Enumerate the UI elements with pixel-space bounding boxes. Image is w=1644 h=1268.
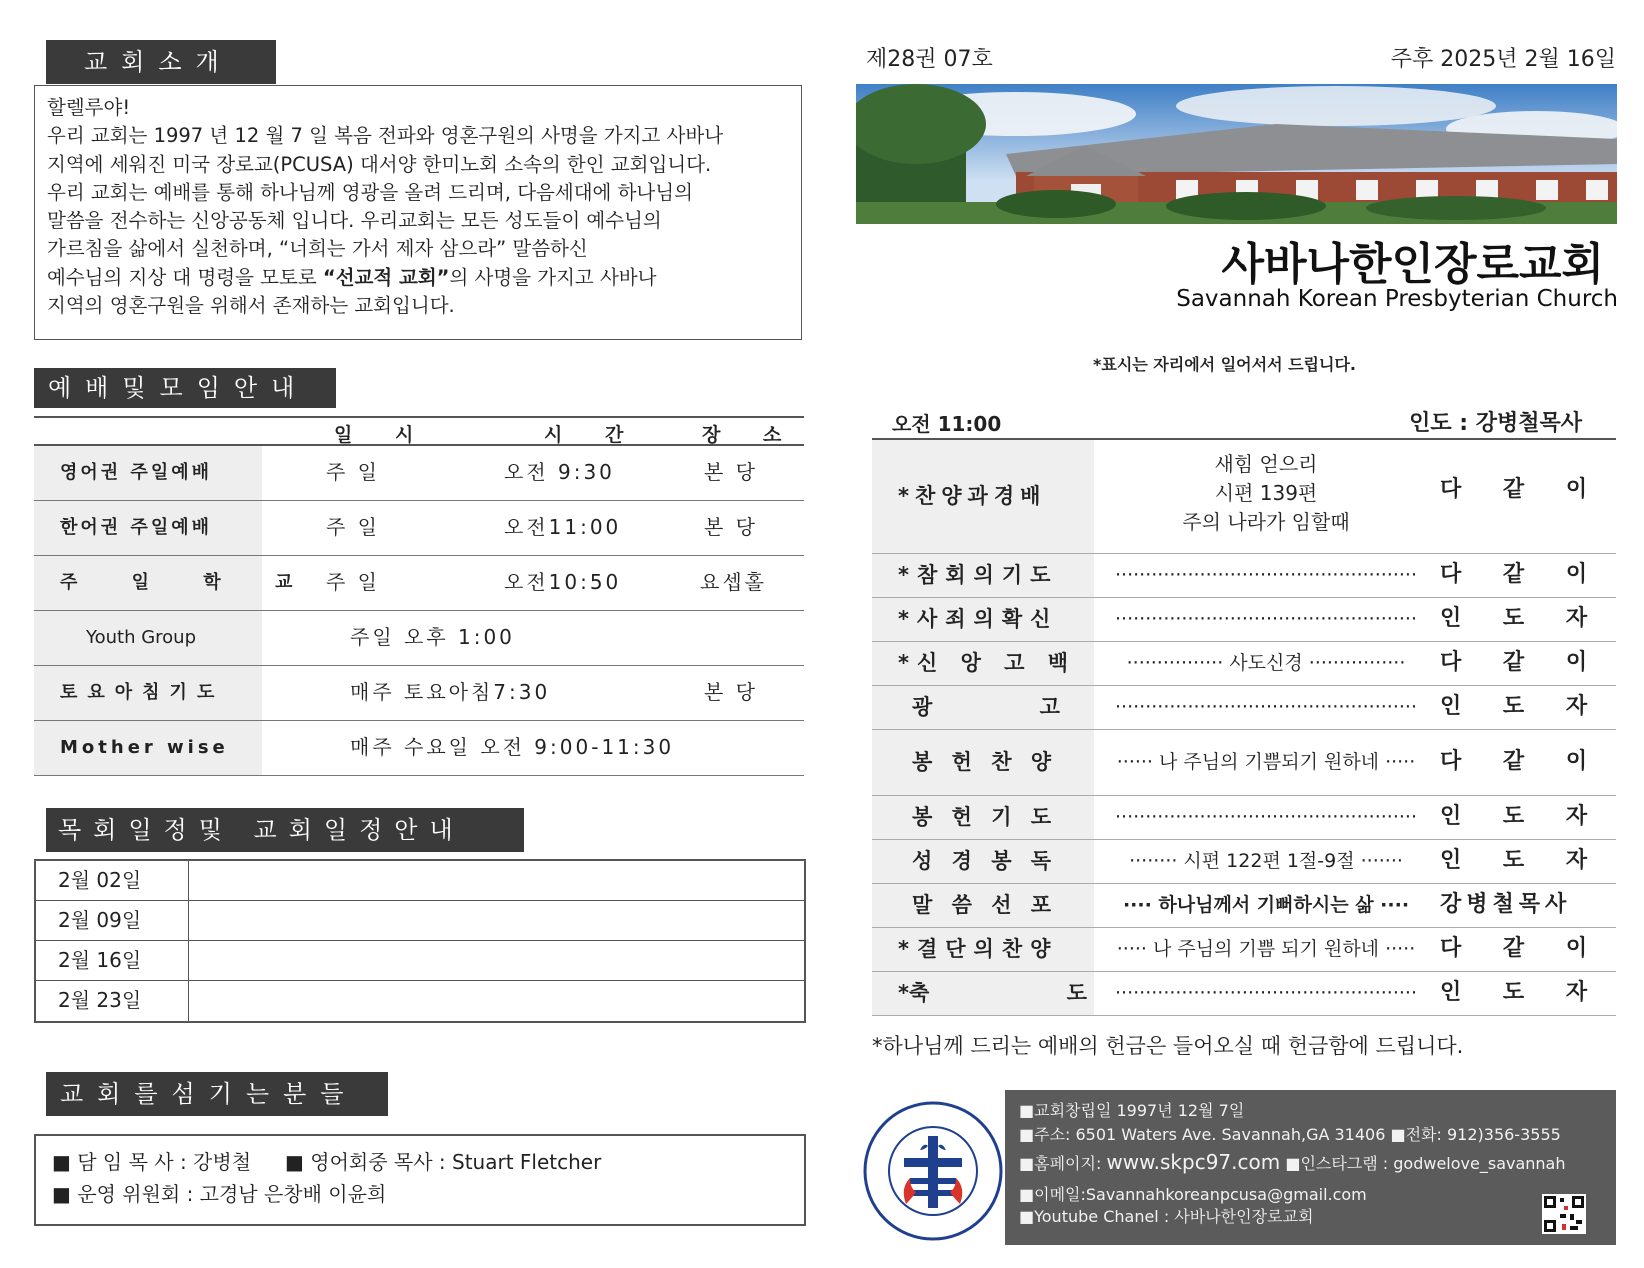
staff-line: ■ 운영 위원회 : 고경남 은창배 이윤희: [52, 1182, 387, 1206]
bulletin-date: 주후 2025년 2월 16일: [1390, 47, 1616, 72]
intro-text: 예수님의 지상 대 명령을 모토로: [47, 265, 323, 289]
mission-emphasis: “선교적 교회”: [322, 265, 450, 289]
song-title: 주의 나라가 임할때: [1182, 510, 1350, 534]
church-logo: [862, 1100, 1004, 1242]
church-info-footer: [1005, 1090, 1616, 1245]
church-name-en: Savannah Korean Presbyterian Church: [1176, 286, 1618, 312]
intro-line: 우리 교회는 예배를 통해 하나님께 영광을 올려 드리며, 다음세대에 하나님의: [47, 180, 693, 204]
schedule-date: 2월 16일: [36, 941, 189, 980]
church-building-image: [856, 84, 1617, 224]
order-lead: 인 도 자: [1440, 980, 1588, 1005]
service-row: [34, 611, 804, 666]
service-place: 요셉홀: [700, 570, 767, 594]
intro-text: 의 사명을 가지고 사바나: [449, 265, 657, 289]
schedule-date: 2월 23일: [36, 981, 189, 1021]
col-place: 장 소: [702, 424, 800, 446]
order-row: [872, 796, 1616, 840]
youtube-channel: ■Youtube Chanel : 사바나한인장로교회: [1019, 1207, 1314, 1226]
qr-code-icon[interactable]: [1542, 1194, 1586, 1234]
order-row: [872, 686, 1616, 730]
schedule-row: [36, 941, 804, 981]
schedule-row: [36, 981, 804, 1021]
order-lead: 강병철목사: [1440, 892, 1572, 917]
service-schedule: 매주 수요일 오전 9:00-11:30: [350, 735, 675, 759]
founded-date: ■교회창립일 1997년 12월 7일: [1019, 1101, 1245, 1120]
order-name: 광 고: [872, 686, 1094, 729]
schedule-row: [36, 861, 804, 901]
order-name: *찬양과경배: [872, 440, 1094, 553]
order-detail: ··················································: [1115, 564, 1417, 586]
schedule-table: [34, 859, 806, 1023]
schedule-row: [36, 901, 804, 941]
order-name: 봉 헌 찬 양: [872, 730, 1094, 795]
services-table-header: [34, 416, 804, 446]
col-day: 일 시: [334, 424, 432, 446]
order-row: [872, 840, 1616, 884]
service-name: 한어권 주일예배: [34, 501, 262, 555]
homepage-line: [1019, 1150, 1566, 1174]
service-time: 오전10:50: [504, 570, 622, 594]
order-name: 성 경 봉 독: [872, 840, 1094, 883]
order-detail: ········ 시편 122편 1절-9절 ·······: [1129, 850, 1403, 872]
order-row: [872, 554, 1616, 598]
order-row: [872, 642, 1616, 686]
order-lead: 인 도 자: [1440, 804, 1588, 829]
service-schedule: 매주 토요아침7:30: [350, 680, 551, 704]
service-day: 주 일: [326, 515, 380, 539]
intro-line: 지역의 영혼구원을 위해서 존재하는 교회입니다.: [47, 294, 455, 318]
schedule-header: 목회일정및 교회일정안내: [46, 808, 524, 852]
col-time: 시 간: [544, 424, 642, 446]
worship-info-bar: [872, 404, 1616, 440]
service-time: 오전11:00: [504, 515, 622, 539]
service-name: 토요아침기도: [34, 666, 262, 720]
intro-line: [47, 264, 789, 292]
order-detail: ···· 하나님께서 기뻐하시는 삶 ····: [1122, 894, 1410, 916]
order-row: [872, 928, 1616, 972]
order-row: [872, 972, 1616, 1016]
order-name: *참회의기도: [872, 554, 1094, 597]
order-row: [872, 884, 1616, 928]
order-row: [872, 598, 1616, 642]
order-name: *신 앙 고 백: [872, 642, 1094, 685]
order-lead: 인 도 자: [1440, 606, 1588, 631]
service-name: 주 일 학 교: [34, 556, 262, 610]
staff-header: 교회를섬기는분들: [46, 1072, 388, 1116]
order-name: *결단의찬양: [872, 928, 1094, 971]
order-lead: 다 같 이: [1440, 562, 1588, 587]
staff-line: [52, 1146, 788, 1178]
service-place: 본 당: [704, 680, 758, 704]
intro-box: [34, 85, 802, 340]
order-detail: ······ 나 주님의 기쁨되기 원하네 ·····: [1116, 751, 1416, 773]
service-row: [34, 556, 804, 611]
church-photo: [856, 84, 1617, 224]
intro-line: 가르침을 삶에서 실천하며, “너희는 가서 제자 삼으라” 말씀하신: [47, 237, 588, 261]
order-lead: 다 같 이: [1440, 749, 1588, 774]
order-row: [872, 730, 1616, 796]
order-name: 봉 헌 기 도: [872, 796, 1094, 839]
service-name: Mother wise: [34, 721, 262, 775]
order-lead: 다 같 이: [1440, 936, 1588, 961]
service-row: [34, 666, 804, 721]
order-detail: ··················································: [1115, 982, 1417, 1004]
intro-line: 우리 교회는 1997 년 12 월 7 일 복음 전파와 영혼구원의 사명을 가지고 사바나: [47, 124, 724, 148]
order-detail: ··················································: [1115, 806, 1417, 828]
order-name: *축 도: [872, 972, 1094, 1015]
service-name: 영어권 주일예배: [34, 446, 262, 500]
volume-number: 제28권 07호: [866, 47, 993, 72]
church-name-kr: 사바나한인장로교회: [1221, 239, 1604, 290]
services-header: 예배및모임안내: [34, 368, 336, 408]
service-day: 주 일: [326, 460, 380, 484]
worship-time: 오전 11:00: [892, 412, 1002, 436]
service-row: [34, 446, 804, 501]
order-lead: 다 같 이: [1440, 477, 1588, 502]
order-lead: 인 도 자: [1440, 848, 1588, 873]
order-detail: ··················································: [1115, 608, 1417, 630]
staff-box: [34, 1134, 806, 1226]
service-row: [34, 501, 804, 556]
song-title: 새힘 얻으리: [1214, 452, 1318, 476]
service-place: 본 당: [704, 515, 758, 539]
stand-note: *표시는 자리에서 일어서서 드립니다.: [1093, 355, 1356, 374]
intro-line: 말씀을 전수하는 신앙공동체 입니다. 우리교회는 모든 성도들이 예수님의: [47, 209, 662, 233]
service-name: Youth Group: [34, 611, 262, 665]
order-detail: ····· 나 주님의 기쁨 되기 원하네 ·····: [1116, 938, 1416, 960]
schedule-date: 2월 09일: [36, 901, 189, 940]
email: ■이메일:Savannahkoreanpcusa@gmail.com: [1019, 1185, 1367, 1204]
offering-note: *하나님께 드리는 예배의 헌금은 들어오실 때 헌금함에 드립니다.: [872, 1034, 1464, 1058]
service-schedule: 주일 오후 1:00: [350, 625, 515, 649]
schedule-date: 2월 02일: [36, 861, 189, 900]
service-place: 본 당: [704, 460, 758, 484]
order-row-praise: [872, 440, 1616, 554]
homepage-label: ■홈페이지:: [1019, 1154, 1107, 1173]
order-detail: ··················································: [1115, 696, 1417, 718]
order-name: 말 씀 선 포: [872, 884, 1094, 927]
english-pastor: ■ 영어회중 목사 : Stuart Fletcher: [285, 1150, 602, 1174]
service-day: 주 일: [326, 570, 380, 594]
service-time: 오전 9:30: [504, 460, 615, 484]
instagram-handle: ■인스타그램 : godwelove_savannah: [1280, 1154, 1566, 1173]
intro-line: 할렐루야!: [47, 96, 131, 119]
church-seal-icon: [862, 1100, 1004, 1242]
intro-line: 지역에 세워진 미국 장로교(PCUSA) 대서양 한미노회 소속의 한인 교회입니다.: [47, 152, 712, 176]
intro-header: 교회소개: [46, 40, 276, 84]
order-name: *사죄의확신: [872, 598, 1094, 641]
service-row: [34, 721, 804, 776]
order-detail: ················ 사도신경 ················: [1126, 652, 1406, 674]
order-lead: 다 같 이: [1440, 650, 1588, 675]
address-phone: ■주소: 6501 Waters Ave. Savannah,GA 31406 ■전화: 912)356-3555: [1019, 1125, 1561, 1144]
praise-songs: [1104, 450, 1428, 537]
senior-pastor: ■ 담 임 목 사 : 강병철: [52, 1150, 252, 1174]
order-lead: 인 도 자: [1440, 694, 1588, 719]
homepage-link[interactable]: www.skpc97.com: [1106, 1150, 1281, 1174]
worship-leader: 인도 : 강병철목사: [1409, 411, 1582, 436]
song-title: 시편 139편: [1214, 481, 1318, 505]
